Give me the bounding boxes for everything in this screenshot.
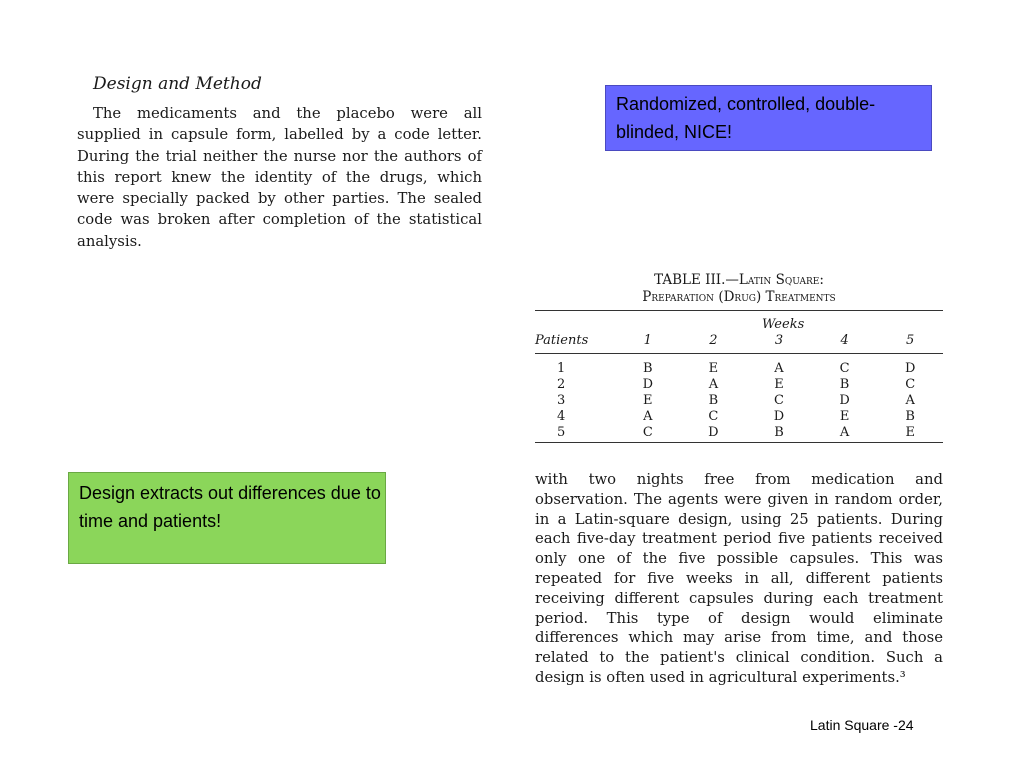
table-title (535, 272, 943, 306)
slide-footer: Latin Square -24 (810, 717, 914, 733)
table-cell: A (708, 377, 719, 392)
table-row (535, 377, 943, 393)
patient-number: 4 (557, 409, 566, 424)
table-header-row (535, 330, 943, 350)
patients-header: Patients (535, 332, 589, 348)
table-cell: E (643, 393, 653, 408)
table-cell: C (905, 377, 916, 392)
design-paragraph-text: The medicaments and the placebo were all supplied in capsule form, labelled by a code letter. During the trial neither the nurse nor the authors of this report knew the identity of the drugs, which were specially packed by other parties. The sealed code was broken after completion of the statistical analysis. (77, 105, 482, 250)
table-cell: A (643, 409, 653, 424)
table-cell: D (773, 409, 785, 424)
table-cell: B (905, 409, 915, 424)
table-cell: D (708, 425, 719, 440)
table-cell: E (839, 409, 850, 424)
week-header: 2 (709, 332, 718, 348)
table-cell: E (774, 377, 784, 392)
patient-number: 1 (557, 361, 566, 376)
table-title-line1: TABLE III.—Latin Square: (654, 272, 824, 288)
weeks-label: Weeks (762, 317, 805, 332)
table-row (535, 425, 943, 441)
table-cell: D (642, 377, 654, 392)
table-rule-bottom (535, 442, 943, 443)
table-cell: C (708, 409, 719, 424)
patient-number: 5 (557, 425, 566, 440)
table-cell: C (642, 425, 653, 440)
table-title-line2: Preparation (Drug) Treatments (642, 289, 836, 305)
table-cell: C (774, 393, 784, 408)
table-cell: E (905, 425, 915, 440)
callout-design: Design extracts out differences due to time and patients! (68, 472, 386, 564)
table-cell: D (839, 393, 850, 408)
patient-number: 3 (557, 393, 566, 408)
table-cell: A (839, 425, 850, 440)
week-header: 3 (774, 332, 784, 348)
design-paragraph (77, 103, 482, 252)
table-cell: E (708, 361, 719, 376)
table-cell: A (774, 361, 784, 376)
table-row (535, 350, 943, 377)
table-cell: B (839, 377, 850, 392)
table-cell: D (904, 361, 916, 376)
table-row (535, 409, 943, 425)
table-row (535, 393, 943, 409)
callout-randomized: Randomized, controlled, double-blinded, NICE! (605, 85, 932, 151)
week-header: 5 (906, 332, 915, 348)
table-rule-middle (535, 353, 943, 354)
table-cell: B (774, 425, 784, 440)
body-paragraph: with two nights free from medication and observation. The agents were given in random order, in a Latin-square design, using 25 patients. During each five-day treatment period five patients received only one of the five possible capsules. This was repeated for five weeks in all, different patients receiving different capsules during each treatment period. This type of design would eliminate differences which may arise from time, and those related to the patient's clinical condition. Such a design is often used in agricultural experiments.³ (535, 471, 943, 686)
latin-square-table (535, 330, 943, 441)
week-header: 1 (643, 332, 652, 348)
week-header: 4 (840, 332, 849, 348)
patient-number: 2 (557, 377, 566, 392)
table-cell: B (643, 361, 653, 376)
table-cell: B (708, 393, 719, 408)
table-cell: A (905, 393, 915, 408)
table-cell: C (839, 361, 850, 376)
table-rule-top (535, 310, 943, 311)
section-heading: Design and Method (93, 74, 262, 94)
